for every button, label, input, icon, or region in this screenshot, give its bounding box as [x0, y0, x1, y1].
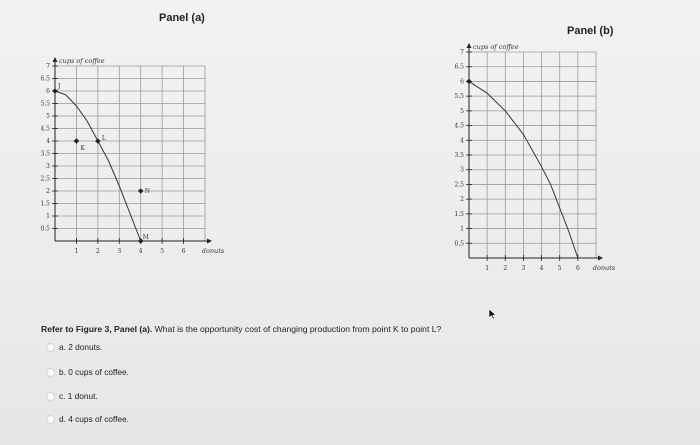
y-tick-label: 4 [460, 137, 464, 145]
question-body: What is the opportunity cost of changing production from point K to point L? [152, 324, 442, 334]
question-text [41, 324, 441, 334]
y-tick-label: 1 [46, 213, 50, 220]
y-tick-label: 5 [460, 107, 464, 115]
y-axis-arrow-icon [467, 43, 472, 48]
y-tick-label: 4 [46, 138, 50, 145]
mouse-cursor-icon [488, 308, 497, 320]
y-axis-arrow-icon [53, 57, 58, 62]
y-axis-label: cups of coffee [473, 43, 519, 51]
x-tick-label: 4 [138, 248, 143, 255]
radio-button-a[interactable] [46, 343, 55, 352]
grid-lines [469, 52, 596, 258]
x-axis-label: donuts [201, 247, 225, 255]
x-tick-label: 5 [160, 248, 165, 255]
y-tick-label: 3 [46, 163, 50, 170]
y-tick-label: 3.5 [40, 150, 50, 158]
panel-a-chart [30, 25, 260, 285]
radio-button-b[interactable] [46, 368, 55, 377]
y-tick-label: 6.5 [40, 75, 50, 83]
option-a-label: a. 2 donuts. [59, 342, 103, 352]
y-tick-label: 2 [460, 196, 464, 204]
data-point-k [74, 138, 80, 144]
option-a[interactable] [46, 340, 102, 354]
x-tick-label: 1 [485, 265, 490, 272]
y-tick-label: 5.5 [454, 93, 464, 101]
y-tick-label: 4.5 [40, 125, 50, 133]
point-label-l: L [101, 135, 106, 142]
x-tick-label: 3 [521, 265, 526, 272]
x-tick-label: 2 [503, 265, 508, 272]
y-tick-label: 7 [460, 49, 464, 56]
y-tick-label: 5.5 [40, 100, 50, 108]
x-tick-label: 4 [539, 265, 544, 272]
x-tick-label: 6 [575, 265, 580, 272]
x-tick-label: 6 [181, 248, 186, 255]
y-tick-label: 0.5 [40, 225, 50, 233]
y-tick-label: 6 [460, 78, 464, 86]
y-tick-label: 1 [460, 225, 464, 233]
point-label-n: N [144, 188, 150, 195]
y-tick-label: 2 [46, 188, 50, 195]
x-axis-arrow-icon [598, 256, 603, 261]
data-point-start [466, 79, 472, 85]
x-tick-label: 2 [95, 248, 100, 255]
option-c-label: c. 1 donut. [59, 391, 98, 401]
option-d[interactable] [46, 412, 129, 426]
y-tick-label: 1.5 [454, 210, 464, 218]
y-tick-label: 1.5 [40, 200, 50, 208]
option-b[interactable] [46, 365, 129, 379]
data-point-j [52, 88, 58, 94]
y-tick-label: 4.5 [454, 122, 464, 130]
panel-a-title: Panel (a) [159, 12, 205, 24]
radio-button-c[interactable] [46, 392, 55, 401]
option-d-label: d. 4 cups of coffee. [59, 414, 129, 424]
y-tick-label: 2.5 [454, 181, 464, 189]
y-axis-label: cups of coffee [59, 57, 105, 65]
y-tick-label: 5 [46, 113, 50, 120]
radio-button-d[interactable] [46, 415, 55, 424]
x-axis-arrow-icon [207, 239, 212, 244]
option-c[interactable] [46, 389, 98, 403]
option-b-label: b. 0 cups of coffee. [59, 367, 129, 377]
point-label-j: J [58, 83, 61, 90]
data-point-n [138, 188, 144, 194]
y-tick-label: 6.5 [454, 63, 464, 71]
data-point-l [95, 138, 101, 144]
y-tick-label: 3 [460, 166, 464, 174]
x-tick-label: 5 [557, 265, 562, 272]
x-tick-label: 3 [117, 248, 122, 255]
y-tick-label: 6 [46, 88, 50, 95]
y-tick-label: 3.5 [454, 152, 464, 159]
panel-b-title: Panel (b) [567, 25, 614, 37]
panel-b-chart [440, 35, 620, 305]
point-label-k: K [80, 145, 85, 152]
point-label-m: M [142, 234, 149, 241]
question-prefix: Refer to Figure 3, Panel (a). [41, 324, 153, 334]
x-axis-label: donuts [592, 264, 616, 272]
x-tick-label: 1 [74, 248, 79, 255]
y-tick-label: 7 [46, 63, 50, 70]
y-tick-label: 2.5 [40, 175, 50, 183]
y-tick-label: 0.5 [454, 240, 464, 248]
